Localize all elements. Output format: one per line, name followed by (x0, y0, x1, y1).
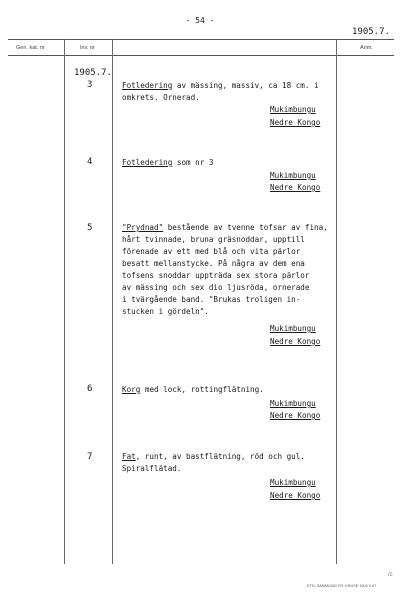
entry-location-1: Mukimbungu (270, 171, 316, 180)
entry-line: tofsens snoddar uppträda sex stora pärlor (122, 271, 310, 280)
footer-print-code: ETN. SAMMLING FR. KRUSE 1904 5 67 (307, 584, 377, 588)
entry-title: "Prydnad" (122, 223, 164, 232)
entry-line: förenade av ett med blå och vita pärlor (122, 247, 301, 256)
header-inv: Inv. nr (80, 45, 95, 51)
entry-description (122, 222, 352, 318)
entry-number: 6 (87, 384, 93, 394)
entry-line: omkrets. Ornerad. (122, 93, 200, 102)
entry-location-1: Mukimbungu (270, 478, 316, 487)
entry-description (122, 384, 352, 396)
entry-number: 7 (87, 452, 93, 462)
year-row: 1905.7. (74, 68, 112, 78)
entry-text: som nr 3 (172, 158, 214, 167)
entry-location-1: Mukimbungu (270, 105, 316, 114)
entry-number: 5 (87, 223, 93, 233)
entry-title: Korg (122, 385, 141, 394)
entry-line: i tvärgående band. "Brukas troligen in- (122, 295, 301, 304)
page-number: - 54 - (185, 16, 215, 25)
entry-title: Fat (122, 452, 136, 461)
entry-title: Fotledering (122, 81, 173, 90)
entry-number: 4 (87, 157, 93, 167)
entry-text: med lock, rottingflätning. (140, 385, 264, 394)
entry-line: Spiralflätad. (122, 464, 182, 473)
entry-line: stucken i gördeln". (122, 307, 209, 316)
header-anm: Anm. (360, 45, 373, 51)
entry-location-1: Mukimbungu (270, 324, 316, 333)
entry-description (122, 157, 352, 169)
entry-location-2: Nedre Kongo (270, 337, 321, 346)
column-divider-2 (112, 39, 113, 564)
entry-line: hårt tvinnade, bruna gräsnoddar, upptill (122, 235, 305, 244)
entry-text: , runt, av bastflätning, röd och gul. (135, 452, 305, 461)
entry-location-2: Nedre Kongo (270, 118, 321, 127)
entry-text: av mässing, massiv, ca 18 cm. i (172, 81, 319, 90)
entry-number: 3 (87, 80, 93, 90)
entry-description (122, 451, 352, 475)
entry-location-2: Nedre Kongo (270, 183, 321, 192)
entry-title: Fotledering (122, 158, 173, 167)
entry-text: bestående av tvenne tofsar av fina, (163, 223, 328, 232)
entry-location-1: Mukimbungu (270, 399, 316, 408)
entry-location-2: Nedre Kongo (270, 411, 321, 420)
entry-location-2: Nedre Kongo (270, 491, 321, 500)
column-divider-1 (64, 39, 65, 564)
entry-line: av mässing och sex dio ljusröda, ornerade (122, 283, 310, 292)
entry-description (122, 80, 352, 104)
entry-line: besatt mellanstycke. På några av dem ena (122, 259, 305, 268)
header-gen-kat: Gen. kat. nr (16, 45, 45, 51)
year-tag: 1905.7. (352, 27, 390, 37)
corner-mark: /c (388, 572, 393, 578)
